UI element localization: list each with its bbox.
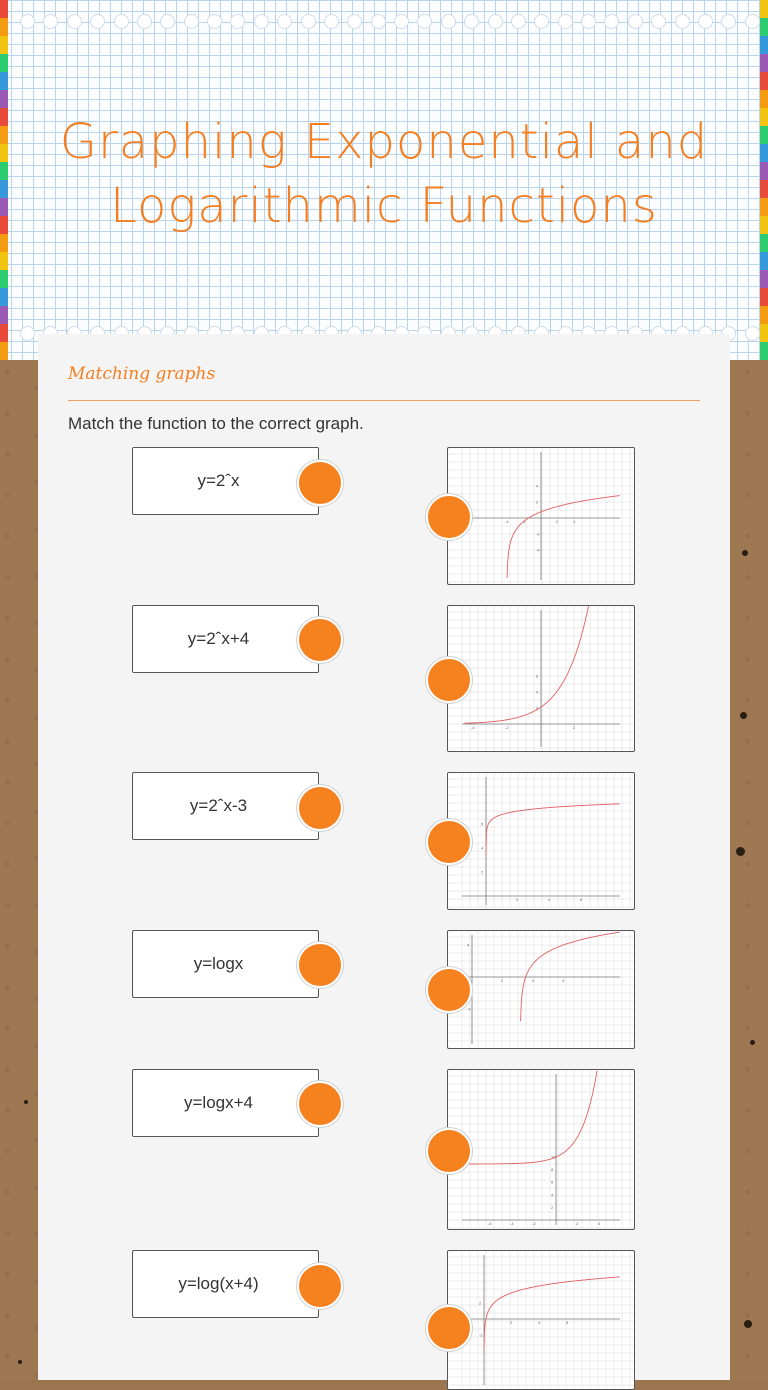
binder-hole: [488, 14, 503, 29]
rainbow-stripe-left: [0, 0, 8, 360]
binder-hole: [698, 14, 713, 29]
match-dot-graph-3[interactable]: [426, 819, 472, 865]
graph-plot: [448, 606, 634, 751]
y-tick-label: 10: [551, 1154, 556, 1160]
binder-hole: [464, 14, 479, 29]
worksheet-card: [38, 334, 730, 1380]
function-label: y=2ˆx: [197, 471, 240, 490]
binder-hole: [207, 14, 222, 29]
x-tick-label: 2: [510, 1320, 513, 1325]
y-tick-label: 2: [536, 705, 539, 711]
x-tick-label: 6: [580, 897, 583, 902]
x-tick-label: 6: [562, 978, 565, 983]
page-title: Graphing Exponential and Logarithmic Functions: [59, 114, 709, 234]
binder-hole: [581, 14, 596, 29]
x-tick-label: 2: [516, 897, 519, 902]
section-divider: [68, 400, 700, 401]
binder-hole: [254, 14, 269, 29]
binder-hole: [230, 14, 245, 29]
y-tick-label: 6: [481, 821, 484, 827]
binder-hole: [43, 14, 58, 29]
graph-paper-header: [0, 0, 768, 360]
x-tick-label: 2: [500, 978, 504, 983]
function-label: y=logx: [193, 954, 244, 973]
function-label: y=2ˆx+4: [187, 629, 250, 648]
graph-plot: [448, 448, 634, 584]
binder-hole: [301, 14, 316, 29]
binder-hole: [20, 14, 35, 29]
graph-box-5[interactable]: [447, 1069, 635, 1230]
y-tick-label: 6: [536, 673, 539, 679]
function-curve: [462, 1071, 597, 1164]
x-tick-label: 4: [598, 1221, 601, 1226]
y-tick-label: 4: [551, 1192, 554, 1198]
x-tick-label: -4: [510, 1221, 514, 1226]
y-tick-label: 2: [481, 869, 484, 875]
binder-hole: [511, 14, 526, 29]
binder-hole: [90, 14, 105, 29]
binder-hole: [604, 14, 619, 29]
binder-hole: [417, 14, 432, 29]
x-tick-label: 6: [566, 1320, 569, 1325]
binder-hole: [745, 326, 760, 341]
binder-hole: [277, 14, 292, 29]
y-tick-label: 2: [479, 1300, 482, 1306]
y-tick-label: 4: [536, 689, 539, 695]
x-tick-label: 2: [573, 725, 576, 730]
function-curve: [465, 606, 589, 723]
graph-plot: [448, 1251, 634, 1389]
function-box[interactable]: [132, 1250, 319, 1318]
binder-hole: [371, 14, 386, 29]
y-tick-label: 4: [467, 942, 470, 948]
y-tick-label: 2: [551, 1204, 554, 1210]
function-curve: [486, 804, 620, 855]
binder-hole: [324, 14, 339, 29]
function-box[interactable]: [132, 605, 319, 673]
x-tick-label: 4: [573, 519, 576, 524]
y-tick-label: 6: [551, 1179, 554, 1185]
binder-hole: [651, 14, 666, 29]
x-tick-label: 4: [531, 978, 534, 983]
y-tick-label: -4: [467, 1006, 471, 1012]
x-tick-label: -4: [471, 725, 475, 730]
x-tick-label: -2: [505, 725, 509, 730]
y-tick-label: -4: [536, 547, 540, 553]
binder-hole: [160, 14, 175, 29]
x-tick-label: -2: [532, 1221, 536, 1226]
binder-hole: [441, 14, 456, 29]
binder-hole: [137, 14, 152, 29]
y-tick-label: 2: [536, 499, 539, 505]
graph-plot: [448, 1070, 634, 1229]
binder-hole: [534, 14, 549, 29]
section-heading: Matching graphs: [68, 364, 216, 384]
binder-hole: [745, 14, 760, 29]
function-label: y=logx+4: [184, 1093, 253, 1112]
function-box[interactable]: [132, 930, 319, 998]
y-tick-label: 4: [481, 845, 484, 851]
binder-hole: [721, 14, 736, 29]
graph-box-4[interactable]: [447, 930, 635, 1049]
y-tick-label: -2: [536, 531, 540, 537]
y-tick-label: 8: [551, 1167, 554, 1173]
match-dot-function-4[interactable]: [297, 942, 343, 988]
binder-hole: [114, 14, 129, 29]
function-label: y=2ˆx-3: [189, 796, 248, 815]
binder-holes-top: [20, 14, 760, 30]
match-dot-graph-5[interactable]: [426, 1128, 472, 1174]
x-tick-label: -4: [505, 519, 509, 524]
binder-hole: [347, 14, 362, 29]
y-tick-label: -2: [479, 1332, 483, 1338]
match-dot-function-6[interactable]: [297, 1263, 343, 1309]
instructions-text: Match the function to the correct graph.: [68, 414, 364, 433]
x-tick-label: 2: [556, 519, 559, 524]
binder-hole: [20, 326, 35, 341]
binder-hole: [67, 14, 82, 29]
rainbow-stripe-right: [760, 0, 768, 360]
match-dot-graph-6[interactable]: [426, 1305, 472, 1351]
x-tick-label: 4: [538, 1320, 541, 1325]
match-dot-function-2[interactable]: [297, 617, 343, 663]
graph-box-1[interactable]: [447, 447, 635, 585]
x-tick-label: 2: [576, 1221, 579, 1226]
binder-hole: [394, 14, 409, 29]
function-label: y=log(x+4): [178, 1274, 259, 1293]
match-dot-function-1[interactable]: [297, 460, 343, 506]
graph-plot: [448, 931, 634, 1048]
match-dot-function-5[interactable]: [297, 1081, 343, 1127]
match-dot-graph-4[interactable]: [426, 967, 472, 1013]
x-tick-label: -6: [488, 1221, 492, 1226]
graph-box-6[interactable]: [447, 1250, 635, 1390]
function-box[interactable]: [132, 1069, 319, 1137]
x-tick-label: -2: [522, 519, 526, 524]
binder-hole: [628, 14, 643, 29]
function-box[interactable]: [132, 447, 319, 515]
y-tick-label: 4: [536, 483, 539, 489]
function-box[interactable]: [132, 772, 319, 840]
x-tick-label: 4: [548, 897, 551, 902]
function-curve: [507, 496, 620, 578]
binder-hole: [558, 14, 573, 29]
graph-plot: [448, 773, 634, 909]
graph-box-3[interactable]: [447, 772, 635, 910]
graph-box-2[interactable]: [447, 605, 635, 752]
match-dot-function-3[interactable]: [297, 785, 343, 831]
match-dot-graph-1[interactable]: [426, 494, 472, 540]
match-dot-graph-2[interactable]: [426, 657, 472, 703]
binder-hole: [184, 14, 199, 29]
binder-hole: [675, 14, 690, 29]
